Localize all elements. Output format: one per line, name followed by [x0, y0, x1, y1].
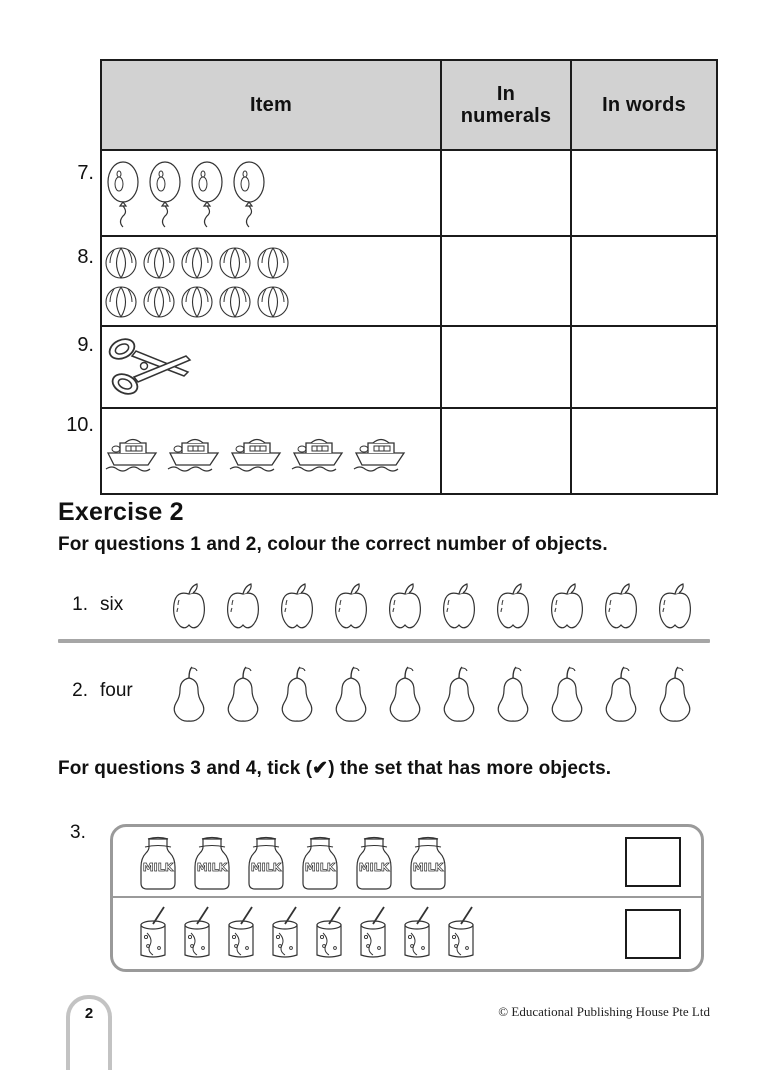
beach-ball-row: [102, 243, 440, 281]
answer-cell-words[interactable]: [571, 150, 717, 236]
items-table: [100, 59, 718, 495]
drink-can-icon[interactable]: [351, 903, 395, 965]
answer-cell-words[interactable]: [571, 236, 717, 326]
drink-can-icon[interactable]: [263, 903, 307, 965]
row-number-9: 9.: [77, 334, 94, 356]
apple-icon[interactable]: [594, 578, 648, 632]
apple-icon[interactable]: [378, 578, 432, 632]
question-1-word: six: [100, 594, 124, 615]
table-header: [101, 60, 717, 150]
item-cell-scissors: [101, 326, 441, 408]
pear-icon[interactable]: [378, 660, 432, 722]
answer-cell-words[interactable]: [571, 408, 717, 494]
beach-ball-icon: [140, 243, 178, 281]
pear-icon[interactable]: [432, 660, 486, 722]
apple-icon[interactable]: [648, 578, 702, 632]
pear-icon[interactable]: [486, 660, 540, 722]
items-table-wrapper: [100, 59, 710, 495]
balloon-icon: [228, 157, 270, 229]
drink-can-icon[interactable]: [175, 903, 219, 965]
question-1: [58, 578, 702, 632]
balloon-icon: [102, 157, 144, 229]
table-row: [101, 150, 717, 236]
header-numerals-line2: numerals: [460, 105, 552, 127]
answer-cell-numerals[interactable]: [441, 150, 571, 236]
apple-icon[interactable]: [270, 578, 324, 632]
question-3-number: 3.: [70, 822, 86, 843]
milk-label: MILK: [304, 860, 336, 874]
pear-group: [162, 660, 702, 722]
page-number: 2: [84, 1005, 94, 1022]
answer-cell-numerals[interactable]: [441, 326, 571, 408]
drink-can-icon[interactable]: [307, 903, 351, 965]
beach-ball-icon: [178, 243, 216, 281]
drink-can-icon[interactable]: [219, 903, 263, 965]
pear-icon[interactable]: [594, 660, 648, 722]
pear-icon[interactable]: [540, 660, 594, 722]
drink-can-group: [131, 903, 483, 965]
apple-icon[interactable]: [540, 578, 594, 632]
instruction-questions-3-4: [58, 757, 611, 780]
milk-bottle-icon[interactable]: [239, 831, 293, 893]
apple-icon[interactable]: [432, 578, 486, 632]
beach-ball-icon: [140, 282, 178, 320]
question-2-word: four: [100, 680, 133, 701]
answer-cell-numerals[interactable]: [441, 236, 571, 326]
milk-label: MILK: [412, 860, 444, 874]
beach-ball-icon: [254, 243, 292, 281]
milk-label: MILK: [196, 860, 228, 874]
boat-icon: [288, 427, 350, 475]
table-header-row: [101, 60, 717, 150]
table-row: [101, 326, 717, 408]
milk-bottle-icon[interactable]: [185, 831, 239, 893]
row-number-8: 8.: [77, 246, 94, 268]
column-header-in-numerals: [441, 60, 571, 150]
milk-bottle-icon[interactable]: [347, 831, 401, 893]
row-number-10: 10.: [66, 414, 94, 436]
question-2-number: 2.: [72, 680, 88, 701]
balloon-icon: [144, 157, 186, 229]
pear-icon[interactable]: [324, 660, 378, 722]
milk-bottle-group: [131, 831, 455, 893]
balloon-group: [102, 157, 440, 229]
milk-label: MILK: [250, 860, 282, 874]
copyright-notice: © Educational Publishing House Pte Ltd: [498, 1004, 710, 1019]
milk-label: MILK: [358, 860, 390, 874]
answer-cell-words[interactable]: [571, 326, 717, 408]
beach-ball-row: [102, 282, 440, 320]
milk-bottle-icon[interactable]: [401, 831, 455, 893]
apple-icon[interactable]: [324, 578, 378, 632]
milk-bottle-icon[interactable]: [293, 831, 347, 893]
beach-ball-group: [102, 243, 440, 320]
beach-ball-icon: [216, 243, 254, 281]
instruction-questions-1-2: For questions 1 and 2, colour the correct number of objects.: [58, 534, 608, 555]
apple-group: [162, 578, 702, 632]
question-3-set-milk: [113, 827, 701, 898]
question-2: [58, 660, 702, 722]
question-separator: [58, 639, 710, 643]
milk-bottle-icon[interactable]: [131, 831, 185, 893]
beach-ball-icon: [254, 282, 292, 320]
balloon-icon: [186, 157, 228, 229]
question-1-number: 1.: [72, 594, 88, 615]
header-numerals-line1: In: [496, 82, 516, 105]
tick-icon: ✔: [312, 758, 329, 779]
scissors-icon: [102, 333, 198, 401]
boat-icon: [164, 427, 226, 475]
table-body: [101, 150, 717, 494]
drink-can-icon[interactable]: [439, 903, 483, 965]
scissors-group: [102, 333, 440, 401]
row-number-7: 7.: [77, 162, 94, 184]
apple-icon[interactable]: [162, 578, 216, 632]
beach-ball-icon: [102, 282, 140, 320]
instruction-2-after: ) the set that has more objects.: [328, 758, 612, 779]
beach-ball-icon: [216, 282, 254, 320]
item-cell-balloons: [101, 150, 441, 236]
drink-can-icon[interactable]: [131, 903, 175, 965]
answer-cell-numerals[interactable]: [441, 408, 571, 494]
instruction-2-before: For questions 3 and 4, tick (: [58, 758, 313, 779]
drink-can-icon[interactable]: [395, 903, 439, 965]
boat-icon: [102, 427, 164, 475]
pear-icon[interactable]: [216, 660, 270, 722]
column-header-in-words: In words: [571, 60, 717, 150]
exercise-title: Exercise 2: [58, 498, 184, 526]
question-3-box: [110, 824, 704, 972]
boat-group: [102, 427, 440, 475]
item-cell-beach-balls: [101, 236, 441, 326]
beach-ball-icon: [178, 282, 216, 320]
tickbox-milk-set[interactable]: [625, 837, 681, 887]
question-3-set-cans: [113, 898, 701, 969]
pear-icon[interactable]: [162, 660, 216, 722]
item-cell-boats: [101, 408, 441, 494]
beach-ball-icon: [102, 243, 140, 281]
boat-icon: [226, 427, 288, 475]
pear-icon[interactable]: [270, 660, 324, 722]
apple-icon[interactable]: [216, 578, 270, 632]
boat-icon: [350, 427, 412, 475]
tickbox-cans-set[interactable]: [625, 909, 681, 959]
table-row: [101, 408, 717, 494]
table-row: [101, 236, 717, 326]
column-header-item: Item: [101, 60, 441, 150]
apple-icon[interactable]: [486, 578, 540, 632]
milk-label: MILK: [142, 860, 174, 874]
pear-icon[interactable]: [648, 660, 702, 722]
